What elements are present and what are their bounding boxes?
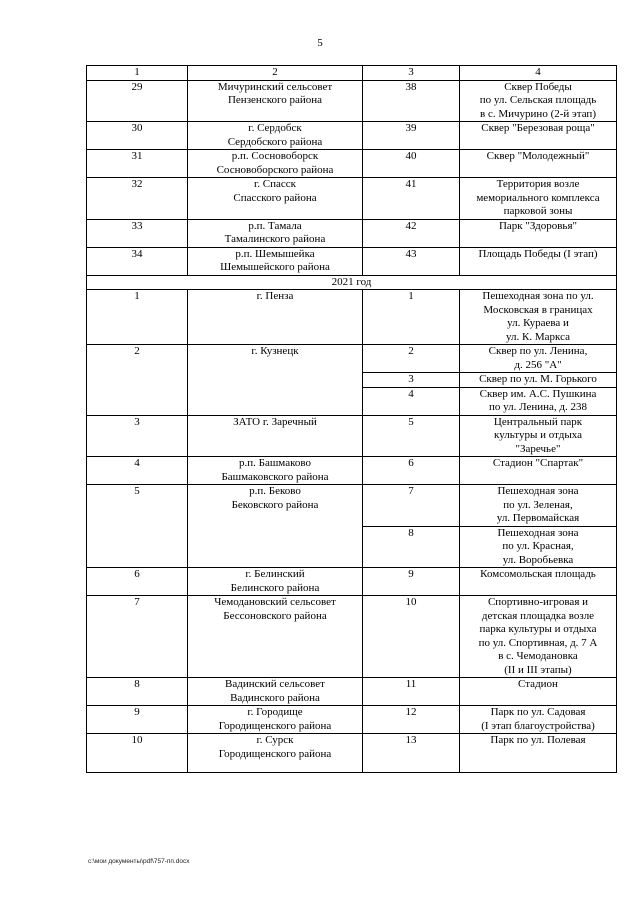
object-name: Сквер по ул. М. Горького <box>460 373 617 388</box>
table-row <box>87 415 617 457</box>
object-number: 12 <box>363 706 460 734</box>
header-cell: 4 <box>460 66 617 81</box>
object-number: 38 <box>363 80 460 122</box>
row-number: 7 <box>87 596 188 678</box>
table-row <box>87 734 617 773</box>
file-path-footer: c:\мои документы\pdf\757-пп.docx <box>88 858 190 865</box>
municipality: р.п. Башмаково Башмаковского района <box>188 457 363 485</box>
municipality: г. Сурск Городищенского района <box>188 734 363 773</box>
row-number: 2 <box>87 345 188 416</box>
table-row <box>87 345 617 373</box>
municipality: р.п. Шемышейка Шемышейского района <box>188 247 363 275</box>
table-row <box>87 290 617 345</box>
table-row <box>87 457 617 485</box>
municipality: р.п. Беково Бековского района <box>188 485 363 568</box>
table-row <box>87 678 617 706</box>
object-name: Парк "Здоровья" <box>460 219 617 247</box>
municipality: р.п. Сосновоборск Сосновоборского района <box>188 150 363 178</box>
year-row <box>87 275 617 290</box>
object-number: 10 <box>363 596 460 678</box>
object-name: Сквер Победы по ул. Сельская площадь в с. Мичурино (2-й этап) <box>460 80 617 122</box>
object-name: Парк по ул. Садовая (I этап благоустройства) <box>460 706 617 734</box>
object-name: Пешеходная зона по ул. Красная, ул. Воробьевка <box>460 526 617 568</box>
object-number: 2 <box>363 345 460 373</box>
object-name: Сквер "Молодежный" <box>460 150 617 178</box>
table-row <box>87 219 617 247</box>
object-number: 3 <box>363 373 460 388</box>
municipality: Чемодановский сельсовет Бессоновского района <box>188 596 363 678</box>
row-number: 1 <box>87 290 188 345</box>
header-row <box>87 66 617 81</box>
row-number: 10 <box>87 734 188 773</box>
row-number: 29 <box>87 80 188 122</box>
year-label: 2021 год <box>87 275 617 290</box>
object-name: Пешеходная зона по ул. Зеленая, ул. Первомайская <box>460 485 617 527</box>
municipality: ЗАТО г. Заречный <box>188 415 363 457</box>
table-row <box>87 247 617 275</box>
object-number: 9 <box>363 568 460 596</box>
object-number: 39 <box>363 122 460 150</box>
page-number: 5 <box>317 37 323 49</box>
object-name: Территория возле мемориального комплекса парковой зоны <box>460 178 617 220</box>
object-name: Стадион "Спартак" <box>460 457 617 485</box>
municipality: г. Белинский Белинского района <box>188 568 363 596</box>
object-number: 7 <box>363 485 460 527</box>
row-number: 33 <box>87 219 188 247</box>
municipality: г. Пенза <box>188 290 363 345</box>
object-name: Сквер "Березовая роща" <box>460 122 617 150</box>
row-number: 3 <box>87 415 188 457</box>
object-number: 41 <box>363 178 460 220</box>
header-cell: 2 <box>188 66 363 81</box>
object-number: 6 <box>363 457 460 485</box>
municipality: г. Городище Городищенского района <box>188 706 363 734</box>
municipality: Мичуринский сельсовет Пензенского района <box>188 80 363 122</box>
object-name: Сквер им. А.С. Пушкина по ул. Ленина, д. 238 <box>460 387 617 415</box>
row-number: 9 <box>87 706 188 734</box>
object-name: Площадь Победы (I этап) <box>460 247 617 275</box>
table-row <box>87 568 617 596</box>
table-row <box>87 150 617 178</box>
object-name: Центральный парк культуры и отдыха "Заречье" <box>460 415 617 457</box>
object-name: Парк по ул. Полевая <box>460 734 617 773</box>
municipality: г. Кузнецк <box>188 345 363 416</box>
table-row <box>87 80 617 122</box>
object-number: 8 <box>363 526 460 568</box>
municipality: Вадинский сельсовет Вадинского района <box>188 678 363 706</box>
objects-table <box>86 65 617 773</box>
object-name: Сквер по ул. Ленина, д. 256 "А" <box>460 345 617 373</box>
header-cell: 3 <box>363 66 460 81</box>
object-name: Комсомольская площадь <box>460 568 617 596</box>
municipality: г. Сердобск Сердобского района <box>188 122 363 150</box>
row-number: 4 <box>87 457 188 485</box>
table-row <box>87 178 617 220</box>
row-number: 6 <box>87 568 188 596</box>
object-number: 1 <box>363 290 460 345</box>
object-name: Пешеходная зона по ул. Московская в границах ул. Кураева и ул. К. Маркса <box>460 290 617 345</box>
municipality: г. Спасск Спасского района <box>188 178 363 220</box>
object-number: 40 <box>363 150 460 178</box>
row-number: 34 <box>87 247 188 275</box>
table-row <box>87 706 617 734</box>
object-name: Спортивно-игровая и детская площадка возле парка культуры и отдыха по ул. Спортивная, д. 7 А в с. Чемодановка (II и III этапы) <box>460 596 617 678</box>
table-row <box>87 122 617 150</box>
row-number: 30 <box>87 122 188 150</box>
row-number: 5 <box>87 485 188 568</box>
table-row <box>87 596 617 678</box>
municipality: р.п. Тамала Тамалинского района <box>188 219 363 247</box>
object-number: 4 <box>363 387 460 415</box>
object-number: 5 <box>363 415 460 457</box>
object-number: 11 <box>363 678 460 706</box>
row-number: 8 <box>87 678 188 706</box>
row-number: 31 <box>87 150 188 178</box>
row-number: 32 <box>87 178 188 220</box>
object-name: Стадион <box>460 678 617 706</box>
table-row <box>87 485 617 527</box>
object-number: 42 <box>363 219 460 247</box>
object-number: 43 <box>363 247 460 275</box>
object-number: 13 <box>363 734 460 773</box>
header-cell: 1 <box>87 66 188 81</box>
